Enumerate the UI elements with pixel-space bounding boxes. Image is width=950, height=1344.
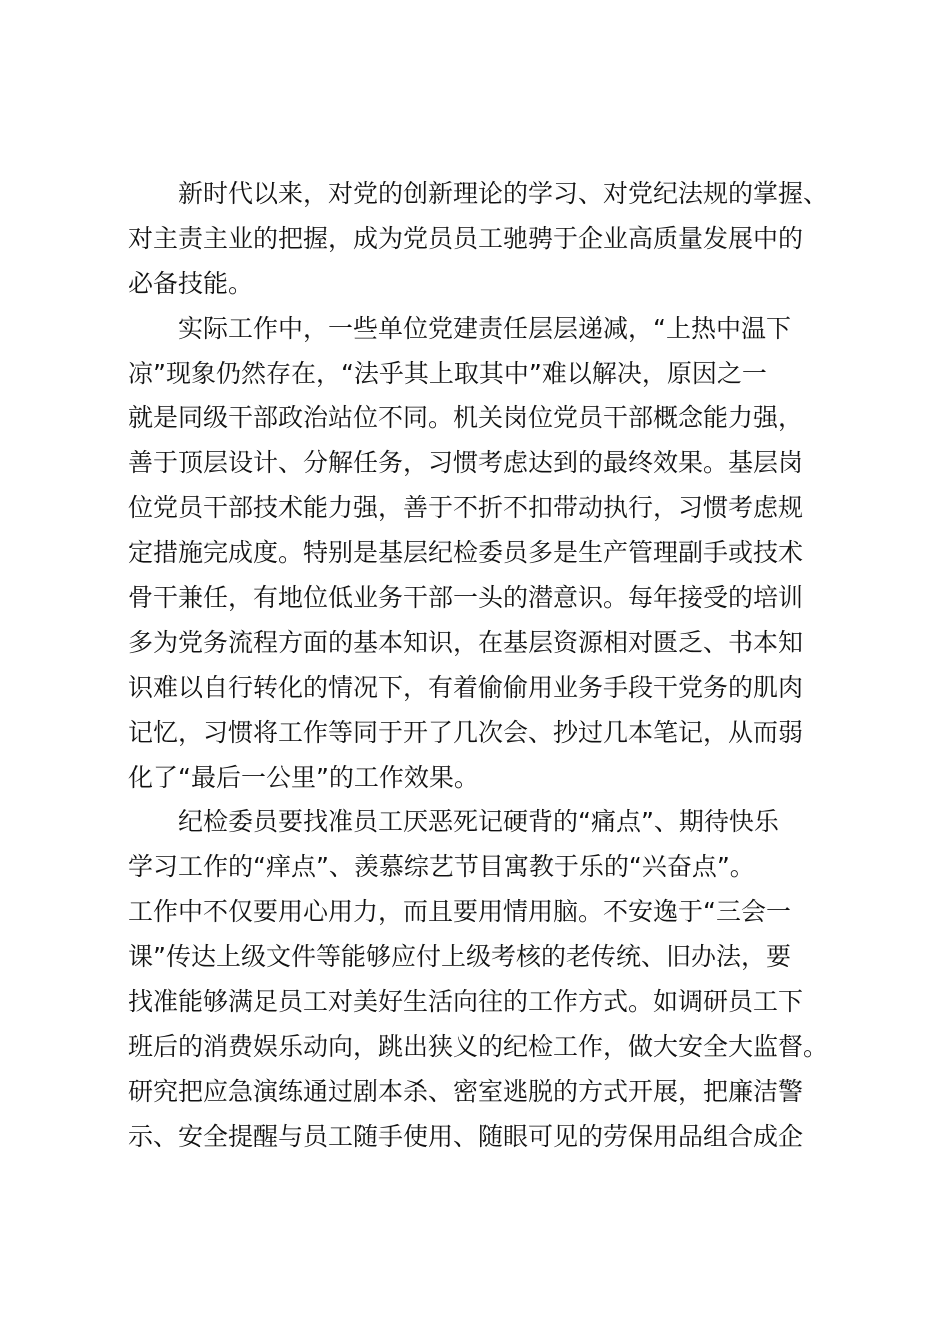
text-line: 位党员干部技术能力强，善于不折不扣带动执行，习惯考虑规 — [128, 493, 804, 523]
text-line: 多为党务流程方面的基本知识，在基层资源相对匮乏、书本知 — [128, 627, 804, 657]
text-line: 善于顶层设计、分解任务，习惯考虑达到的最终效果。基层岗 — [128, 448, 804, 478]
text-line: 示、安全提醒与员工随手使用、随眼可见的劳保用品组合成企 — [128, 1121, 804, 1151]
text-line: 课”传达上级文件等能够应付上级考核的老传统、旧办法，要 — [128, 942, 791, 972]
text-line: 定措施完成度。特别是基层纪检委员多是生产管理副手或技术 — [128, 538, 804, 568]
text-line: 骨干兼任，有地位低业务干部一头的潜意识。每年接受的培训 — [128, 583, 804, 613]
text-line: 实际工作中，一些单位党建责任层层递减，“上热中温下 — [178, 313, 791, 343]
text-line: 学习工作的“痒点”、羡慕综艺节目寓教于乐的“兴奋点”。 — [128, 852, 755, 882]
text-line: 识难以自行转化的情况下，有着偷偷用业务手段干党务的肌肉 — [128, 672, 804, 702]
text-line: 化了“最后一公里”的工作效果。 — [128, 762, 479, 792]
text-line: 研究把应急演练通过剧本杀、密室逃脱的方式开展，把廉洁警 — [128, 1076, 804, 1106]
text-line: 记忆，习惯将工作等同于开了几次会、抄过几本笔记，从而弱 — [128, 717, 804, 747]
text-line: 工作中不仅要用心用力，而且要用情用脑。不安逸于“三会一 — [128, 897, 791, 927]
text-line: 凉”现象仍然存在，“法乎其上取其中”难以解决，原因之一 — [128, 358, 767, 388]
text-line: 纪检委员要找准员工厌恶死记硬背的“痛点”、期待快乐 — [178, 807, 779, 837]
text-line: 新时代以来，对党的创新理论的学习、对党纪法规的掌握、 — [178, 179, 829, 208]
text-line: 就是同级干部政治站位不同。机关岗位党员干部概念能力强， — [128, 403, 804, 433]
text-line: 对主责主业的把握，成为党员员工驰骋于企业高质量发展中的 — [128, 223, 804, 253]
text-line: 找准能够满足员工对美好生活向往的工作方式。如调研员工下 — [128, 987, 804, 1017]
document-body — [128, 172, 828, 1160]
text-line: 必备技能。 — [128, 268, 254, 298]
text-line: 班后的消费娱乐动向，跳出狭义的纪检工作，做大安全大监督。 — [128, 1031, 829, 1061]
